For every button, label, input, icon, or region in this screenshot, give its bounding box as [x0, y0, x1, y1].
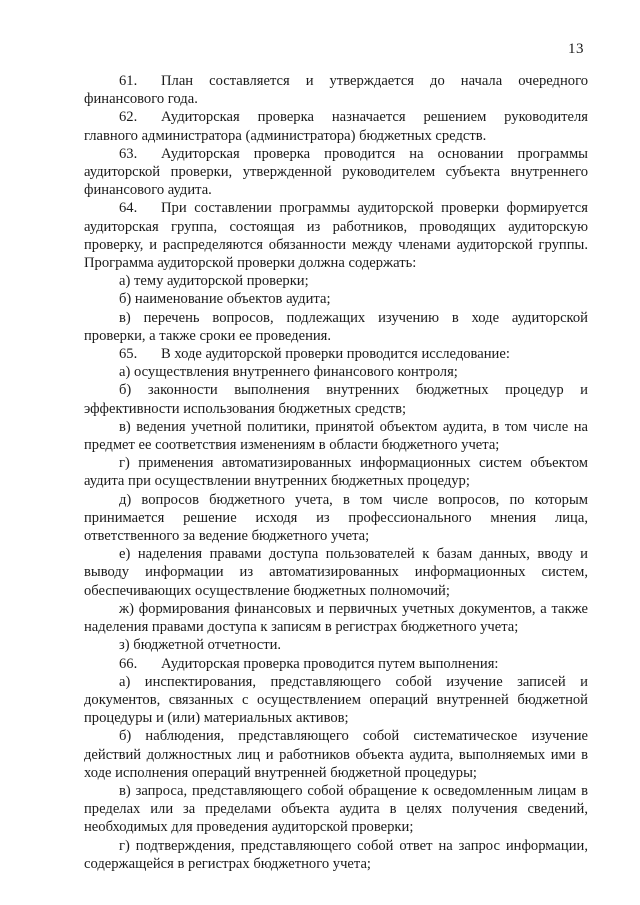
paragraph-number: 66. — [119, 655, 138, 672]
list-item-65d: г) применения автоматизированных информационных систем объектом аудита при осуществлении внутренних бюджетных процедур; — [84, 455, 588, 490]
list-item-65c: в) ведения учетной политики, принятой объектом аудита, в том числе на предмет ее соответствия изменениям в области бюджетного учета; — [84, 418, 588, 454]
paragraph-66 — [84, 655, 588, 673]
list-item-65a: а) осуществления внутреннего финансового контроля; — [119, 364, 458, 381]
paragraph-64 — [84, 199, 588, 272]
paragraph-number: 65. — [119, 346, 138, 363]
paragraph-text: Аудиторская проверка назначается решением руководителя главного администратора (администратора) бюджетных средств. — [84, 109, 588, 144]
list-item-64b: б) наименование объектов аудита; — [119, 291, 331, 308]
list-item-65g: ж) формирования финансовых и первичных учетных документов, а также наделения правами доступа к записям в регистрах бюджетного учета; — [84, 600, 588, 636]
paragraph-text: В ходе аудиторской проверки проводится исследование: — [161, 346, 510, 363]
paragraph-text: План составляется и утверждается до начала очередного финансового года. — [84, 73, 588, 108]
paragraph-65 — [84, 345, 588, 363]
paragraph-number: 61. — [119, 73, 138, 89]
paragraph-number: 62. — [119, 109, 138, 126]
list-item-66a: а) инспектирования, представляющего собой изучение записей и документов, связанных с осуществлением операций внутренней бюджетной процедуры и (или) материальных активов; — [84, 673, 588, 727]
list-item-66d: г) подтверждения, представляющего собой ответ на запрос информации, содержащейся в регистрах бюджетного учета; — [84, 837, 588, 872]
paragraph-text: Аудиторская проверка проводится на основании программы аудиторской проверки, утвержденной руководителем субъекта внутреннего финансового аудита. — [84, 145, 588, 199]
paragraph-63 — [84, 145, 588, 200]
list-item-64c: в) перечень вопросов, подлежащих изучению в ходе аудиторской проверки, а также сроки ее проведения. — [84, 309, 588, 344]
list-item-65b: б) законности выполнения внутренних бюджетных процедур и эффективности использования бюджетных средств; — [84, 382, 588, 417]
paragraph-number: 64. — [119, 200, 138, 217]
page-number: 13 — [568, 41, 584, 57]
list-item-65f: е) наделения правами доступа пользователей к базам данных, вводу и выводу информации из автоматизированных информационных систем, обеспечивающих осуществление бюджетных полномочий; — [84, 546, 588, 599]
list-item-66b: б) наблюдения, представляющего собой систематическое изучение действий должностных лиц и работников объекта аудита, выполняемых ими в ходе исполнения операций внутренней бюджетной процедуры; — [84, 728, 588, 781]
paragraph-text: При составлении программы аудиторской проверки формируется аудиторская группа, состоящая из работников, проводящих аудиторскую проверку, и распределяются обязанности между членами аудиторской группы. Программа аудиторской проверки должна содержать: — [84, 200, 588, 272]
paragraph-62 — [84, 108, 588, 144]
paragraph-61 — [84, 72, 588, 108]
list-item-65h: з) бюджетной отчетности. — [119, 637, 282, 654]
list-item-66c: в) запроса, представляющего собой обращение к осведомленным лицам в пределах или за пределами объекта аудита в целях получения сведений, необходимых для проведения аудиторской проверки; — [84, 782, 588, 836]
paragraph-text: Аудиторская проверка проводится путем выполнения: — [161, 655, 499, 672]
document-body — [84, 72, 588, 873]
list-item-64a: а) тему аудиторской проверки; — [119, 273, 309, 290]
paragraph-number: 63. — [119, 145, 138, 162]
list-item-65e: д) вопросов бюджетного учета, в том числе вопросов, по которым принимается решение исходя из профессионального мнения лица, ответственного за ведение бюджетного учета; — [84, 491, 588, 545]
